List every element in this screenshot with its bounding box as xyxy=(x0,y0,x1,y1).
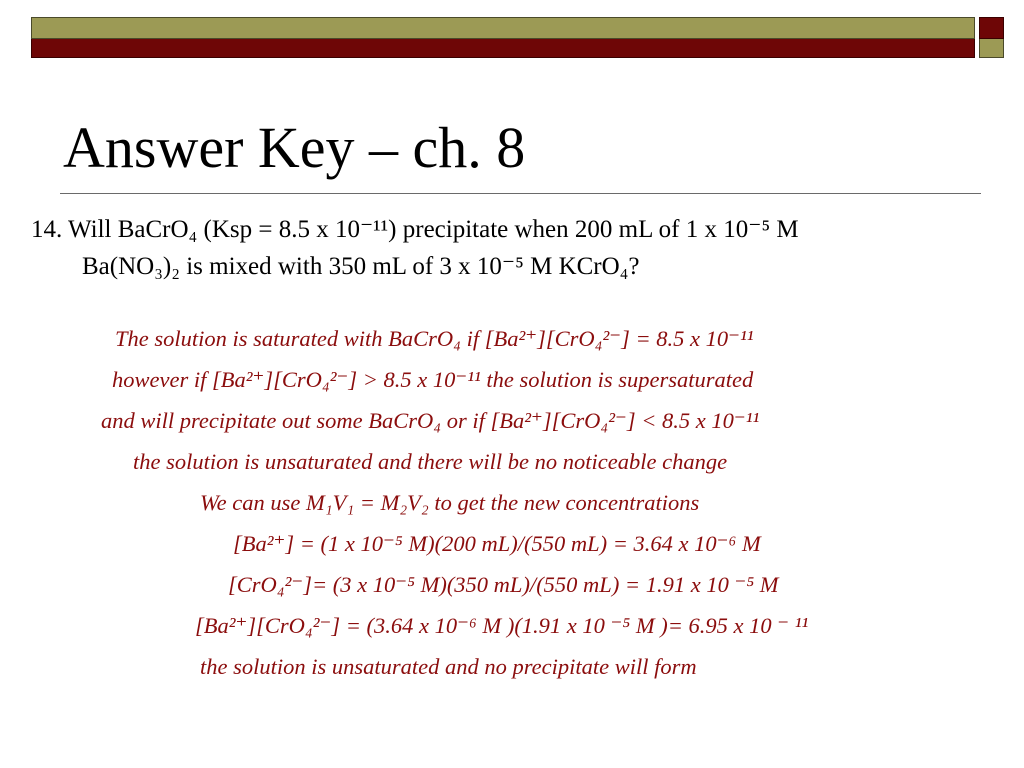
answer-line-3 xyxy=(101,400,759,441)
question-line-1: 14. Will BaCrO₄ (Ksp = 8.5 x 10⁻¹¹) precipitate when 200 mL of 1 x 10⁻⁵ M xyxy=(31,216,799,243)
header-band-olive xyxy=(31,17,975,39)
answer-line-6: [Ba²⁺] = (1 x 10⁻⁵ M)(200 mL)/(550 mL) = 3.64 x 10⁻⁶ M xyxy=(233,531,761,556)
header-square-olive xyxy=(979,39,1004,58)
answer-line-9: the solution is unsaturated and no precipitate will form xyxy=(200,654,697,679)
answer-line-3-text: and will precipitate out some BaCrO₄ or if [Ba²⁺][CrO₄²⁻] < 8.5 x 10⁻¹¹ xyxy=(101,408,760,433)
slide-title: Answer Key – ch. 8 xyxy=(63,115,526,180)
answer-line-2: however if [Ba²⁺][CrO₄²⁻] > 8.5 x 10⁻¹¹ the solution is supersaturated xyxy=(112,367,754,392)
answer-line-1: The solution is saturated with BaCrO₄ if [Ba²⁺][CrO₄²⁻] = 8.5 x 10⁻¹¹ xyxy=(115,326,754,351)
title-divider xyxy=(60,193,981,194)
question-block xyxy=(31,211,991,285)
answer-line-5: We can use M₁V₁ = M₂V₂ to get the new concentrations xyxy=(200,490,700,515)
header-band-maroon xyxy=(31,39,975,58)
answer-line-7: [CrO₄²⁻]= (3 x 10⁻⁵ M)(350 mL)/(550 mL) = 1.91 x 10 ⁻⁵ M xyxy=(228,572,779,597)
question-line-2: Ba(NO₃)₂ is mixed with 350 mL of 3 x 10⁻⁵ M KCrO₄? xyxy=(82,253,640,280)
answer-line-8: [Ba²⁺][CrO₄²⁻] = (3.64 x 10⁻⁶ M )(1.91 x 10 ⁻⁵ M )= 6.95 x 10 ⁻ ¹¹ xyxy=(195,613,809,638)
header-square-maroon xyxy=(979,17,1004,39)
answer-line-4: the solution is unsaturated and there will be no noticeable change xyxy=(133,449,728,474)
